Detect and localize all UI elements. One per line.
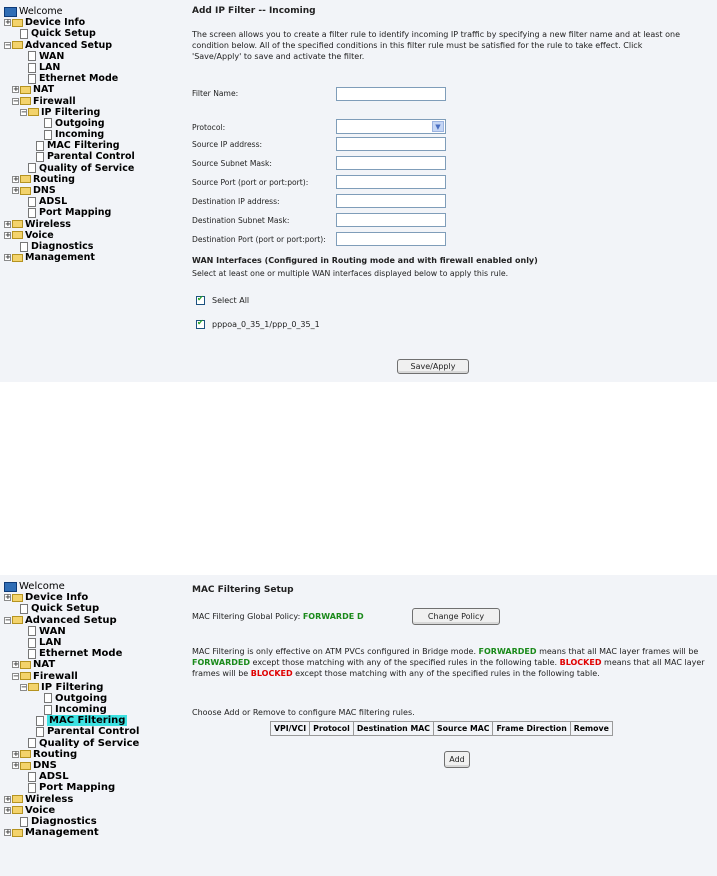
forwarded-keyword: FORWARDED: [478, 647, 537, 656]
page-title: MAC Filtering Setup: [192, 585, 294, 595]
page-icon: [20, 604, 28, 614]
tree-item[interactable]: [4, 96, 135, 107]
page-icon: [28, 626, 36, 636]
nav-tree: [4, 6, 135, 263]
expand-toggle-icon[interactable]: −: [5, 615, 11, 624]
folder-icon: [12, 254, 23, 262]
tree-item-label: Outgoing: [55, 692, 108, 704]
dest-port-input[interactable]: [336, 232, 446, 246]
tree-item[interactable]: [4, 163, 135, 174]
expand-toggle-icon[interactable]: −: [5, 40, 11, 49]
tree-item[interactable]: [4, 40, 135, 51]
tree-item-label: Welcome: [19, 6, 63, 17]
tree-item-label: Wireless: [25, 793, 74, 805]
tree-item-label: NAT: [33, 659, 56, 671]
tree-item-label: Wireless: [25, 218, 71, 230]
expand-toggle-icon[interactable]: +: [13, 761, 19, 770]
page-icon: [20, 242, 28, 252]
tree-item-label: Advanced Setup: [25, 39, 113, 51]
source-ip-input[interactable]: [336, 137, 446, 151]
tree-item[interactable]: [4, 738, 139, 749]
source-mask-input[interactable]: [336, 156, 446, 170]
tree-item[interactable]: [4, 118, 135, 129]
tree-item-label: Quality of Service: [39, 162, 135, 174]
tree-item-label: Incoming: [55, 704, 107, 716]
folder-icon: [12, 795, 23, 803]
expand-toggle-icon[interactable]: +: [5, 805, 11, 814]
tree-item[interactable]: [4, 615, 139, 626]
folder-icon: [12, 220, 23, 228]
tree-item[interactable]: [4, 771, 139, 782]
tree-item-label: Port Mapping: [39, 782, 116, 794]
tree-item[interactable]: [4, 62, 135, 73]
protocol-label: Protocol:: [192, 123, 226, 132]
wan-interfaces-desc: Select at least one or multiple WAN interfaces displayed below to apply this rule.: [192, 269, 509, 278]
table-header: Frame Direction: [493, 722, 570, 736]
description-text: The screen allows you to create a filter rule to identify incoming IP traffic by specifying a new filter name and at least one condition below. All of the specified conditions in this filter rule must be satisfied for the rule to take effect. Click 'Save/Apply' to save and activate the filter.: [192, 30, 680, 61]
folder-icon: [28, 108, 39, 116]
tree-item-label: MAC Filtering: [49, 715, 126, 727]
tree-item[interactable]: [4, 252, 135, 263]
page-icon: [20, 817, 28, 827]
save-apply-button[interactable]: Save/Apply: [397, 359, 469, 374]
tree-item-label: WAN: [39, 625, 66, 637]
desc-text: except those matching with any of the specified rules in the following table.: [250, 658, 560, 667]
select-all-row: [196, 296, 249, 305]
blocked-keyword: BLOCKED: [559, 658, 602, 667]
expand-toggle-icon[interactable]: +: [13, 660, 19, 669]
change-policy-button[interactable]: Change Policy: [412, 608, 500, 625]
folder-icon: [20, 175, 31, 183]
expand-toggle-icon[interactable]: +: [5, 18, 11, 27]
expand-toggle-icon[interactable]: +: [13, 749, 19, 758]
nav-tree: [4, 581, 139, 838]
dest-mask-label: Destination Subnet Mask:: [192, 216, 290, 225]
page-icon: [20, 29, 28, 39]
tree-item[interactable]: [4, 207, 135, 218]
interface-label: pppoa_0_35_1/ppp_0_35_1: [212, 320, 320, 329]
tree-item[interactable]: [4, 682, 139, 693]
tree-item[interactable]: [4, 219, 135, 230]
tree-item-label: Diagnostics: [31, 815, 97, 827]
page-icon: [44, 118, 52, 128]
tree-item-label: Port Mapping: [39, 207, 112, 219]
page-icon: [28, 783, 36, 793]
tree-item[interactable]: [4, 827, 139, 838]
page-icon: [36, 141, 44, 151]
tree-item-label: IP Filtering: [41, 681, 104, 693]
folder-icon: [12, 806, 23, 814]
tree-item-label: Voice: [25, 804, 56, 816]
expand-toggle-icon[interactable]: +: [5, 794, 11, 803]
tree-item-label: MAC Filtering: [47, 140, 120, 152]
page-icon: [44, 693, 52, 703]
tree-item-label: DNS: [33, 185, 56, 196]
mac-description: [192, 646, 707, 679]
tree-item-label: Incoming: [55, 129, 105, 141]
expand-toggle-icon[interactable]: +: [13, 186, 19, 195]
page-icon: [44, 705, 52, 715]
tree-item[interactable]: [4, 84, 135, 95]
tree-item[interactable]: [4, 816, 139, 827]
tree-item-label: Quick Setup: [31, 28, 96, 40]
tree-item-label: Ethernet Mode: [39, 73, 119, 85]
tree-item-label: Routing: [33, 173, 75, 185]
desc-text: MAC Filtering is only effective on ATM PVCs configured in Bridge mode.: [192, 647, 479, 656]
folder-icon: [12, 616, 23, 624]
expand-toggle-icon[interactable]: −: [13, 96, 19, 105]
dest-ip-input[interactable]: [336, 194, 446, 208]
tree-item-label: Parental Control: [47, 726, 140, 738]
table-header: Remove: [570, 722, 612, 736]
protocol-select[interactable]: [336, 119, 446, 134]
tree-item[interactable]: [4, 760, 139, 771]
expand-toggle-icon[interactable]: −: [21, 682, 27, 691]
page-icon: [36, 727, 44, 737]
tree-item[interactable]: [4, 648, 139, 659]
tree-item[interactable]: [4, 805, 139, 816]
tree-item-label: DNS: [33, 760, 57, 771]
expand-toggle-icon[interactable]: +: [13, 85, 19, 94]
folder-icon: [12, 594, 23, 602]
page-icon: [28, 772, 36, 782]
tree-item[interactable]: [4, 603, 139, 614]
mac-rules-table: [270, 721, 613, 736]
interface-row: [196, 320, 320, 329]
source-mask-label: Source Subnet Mask:: [192, 159, 272, 168]
table-header: VPI/VCI: [271, 722, 310, 736]
mac-filtering-panel: [0, 575, 717, 876]
folder-icon: [20, 97, 31, 105]
dest-mask-input[interactable]: [336, 213, 446, 227]
dest-port-label: Destination Port (port or port:port):: [192, 235, 326, 244]
page-icon: [44, 130, 52, 140]
page-icon: [28, 208, 36, 218]
tree-item-label: Firewall: [33, 670, 78, 682]
tree-item[interactable]: [4, 726, 139, 737]
table-header: Protocol: [310, 722, 354, 736]
add-ip-filter-content: [192, 6, 692, 329]
folder-icon: [20, 661, 31, 669]
folder-icon: [20, 672, 31, 680]
global-policy-label: MAC Filtering Global Policy:: [192, 612, 303, 621]
tree-item-label: Voice: [25, 229, 54, 241]
dest-ip-label: Destination IP address:: [192, 197, 280, 206]
tree-item-label: Device Info: [25, 592, 89, 604]
tree-item[interactable]: [4, 592, 139, 603]
tree-item[interactable]: [4, 581, 139, 592]
expand-toggle-icon[interactable]: +: [13, 174, 19, 183]
source-ip-label: Source IP address:: [192, 140, 263, 149]
tree-item[interactable]: [4, 693, 139, 704]
tree-item[interactable]: [4, 129, 135, 140]
forwarded-keyword: FORWARDED: [192, 658, 250, 667]
folder-icon: [12, 19, 23, 27]
expand-toggle-icon[interactable]: +: [5, 253, 11, 262]
filter-name-label: Filter Name:: [192, 89, 239, 98]
tree-item[interactable]: [4, 174, 135, 185]
interface-checkbox[interactable]: [196, 320, 205, 329]
tree-item[interactable]: [4, 185, 135, 196]
tree-item[interactable]: [4, 17, 135, 28]
add-button[interactable]: Add: [444, 751, 470, 768]
page-icon: [28, 649, 36, 659]
tree-item-label: Management: [25, 252, 95, 264]
desc-text: except those matching with any of the specified rules in the following table.: [292, 669, 600, 678]
add-ip-filter-panel: [0, 0, 717, 382]
tree-item-label: WAN: [39, 50, 65, 62]
page-icon: [28, 63, 36, 73]
folder-icon: [20, 86, 31, 94]
tree-item-label: Quick Setup: [31, 603, 100, 615]
tree-item[interactable]: [4, 6, 135, 17]
tree-item-label: Management: [25, 827, 99, 839]
page-icon: [28, 163, 36, 173]
tree-item[interactable]: [4, 196, 135, 207]
tree-item-label: Outgoing: [55, 117, 105, 129]
tree-item-label: ADSL: [39, 771, 69, 783]
tree-item[interactable]: [4, 230, 135, 241]
table-header-row: [271, 722, 613, 736]
tree-item-label: Device Info: [25, 17, 86, 29]
folder-icon: [12, 231, 23, 239]
select-all-label: Select All: [212, 296, 250, 305]
page-icon: [36, 716, 44, 726]
tree-item-label: IP Filtering: [41, 106, 101, 118]
tree-item[interactable]: [4, 782, 139, 793]
desc-text: means that all MAC layer frames will be: [536, 647, 699, 656]
tree-item[interactable]: [4, 140, 135, 151]
page-title: Add IP Filter -- Incoming: [192, 6, 316, 16]
select-all-checkbox[interactable]: [196, 296, 205, 305]
folder-icon: [20, 762, 31, 770]
tree-item-label: Routing: [33, 748, 78, 760]
tree-item-label: Quality of Service: [39, 737, 140, 749]
source-port-input[interactable]: [336, 175, 446, 189]
desc-text: means that all MAC layer frames will be: [192, 658, 705, 678]
tree-item[interactable]: [4, 51, 135, 62]
expand-toggle-icon[interactable]: +: [5, 593, 11, 602]
page-icon: [28, 51, 36, 61]
page-icon: [28, 74, 36, 84]
folder-icon: [20, 750, 31, 758]
folder-icon: [28, 683, 39, 691]
wan-interfaces-title: WAN Interfaces (Configured in Routing mode and with firewall enabled only): [192, 256, 538, 265]
tree-item[interactable]: [4, 626, 139, 637]
folder-icon: [12, 41, 23, 49]
tree-item[interactable]: [4, 73, 135, 84]
expand-toggle-icon[interactable]: +: [5, 219, 11, 228]
tree-item-label: NAT: [33, 84, 55, 96]
welcome-icon: [4, 582, 17, 592]
tree-item-label: Firewall: [33, 95, 76, 107]
tree-item-label: LAN: [39, 636, 62, 648]
page-icon: [28, 197, 36, 207]
choose-text: Choose Add or Remove to configure MAC filtering rules.: [192, 708, 415, 717]
table-header: Source MAC: [433, 722, 493, 736]
tree-item[interactable]: [4, 151, 135, 162]
filter-name-input[interactable]: [336, 87, 446, 101]
welcome-icon: [4, 7, 17, 17]
folder-icon: [12, 829, 23, 837]
tree-item-label: Diagnostics: [31, 240, 94, 252]
tree-item-label: Parental Control: [47, 151, 135, 163]
tree-item[interactable]: [4, 794, 139, 805]
tree-item[interactable]: [4, 749, 139, 760]
tree-item[interactable]: [4, 704, 139, 715]
expand-toggle-icon[interactable]: −: [21, 107, 27, 116]
tree-item[interactable]: [4, 715, 139, 726]
tree-item-label: Advanced Setup: [25, 614, 117, 626]
global-policy-value: FORWARDE D: [302, 612, 364, 621]
folder-icon: [20, 187, 31, 195]
tree-item[interactable]: [4, 637, 139, 648]
expand-toggle-icon[interactable]: −: [13, 671, 19, 680]
page-icon: [36, 152, 44, 162]
tree-item-label: Ethernet Mode: [39, 648, 123, 660]
table-header: Destination MAC: [353, 722, 433, 736]
source-port-label: Source Port (port or port:port):: [192, 178, 309, 187]
chevron-down-icon[interactable]: ▼: [432, 121, 444, 132]
page-icon: [28, 638, 36, 648]
tree-item[interactable]: [4, 28, 135, 39]
tree-item[interactable]: [4, 107, 135, 118]
page-icon: [28, 738, 36, 748]
expand-toggle-icon[interactable]: +: [5, 828, 11, 837]
tree-item[interactable]: [4, 671, 139, 682]
tree-item-label: LAN: [39, 61, 61, 73]
tree-item-label: Welcome: [19, 581, 65, 592]
tree-item-label: ADSL: [39, 196, 68, 208]
tree-item[interactable]: [4, 659, 139, 670]
blocked-keyword: BLOCKED: [250, 669, 293, 678]
expand-toggle-icon[interactable]: +: [5, 230, 11, 239]
tree-item[interactable]: [4, 241, 135, 252]
